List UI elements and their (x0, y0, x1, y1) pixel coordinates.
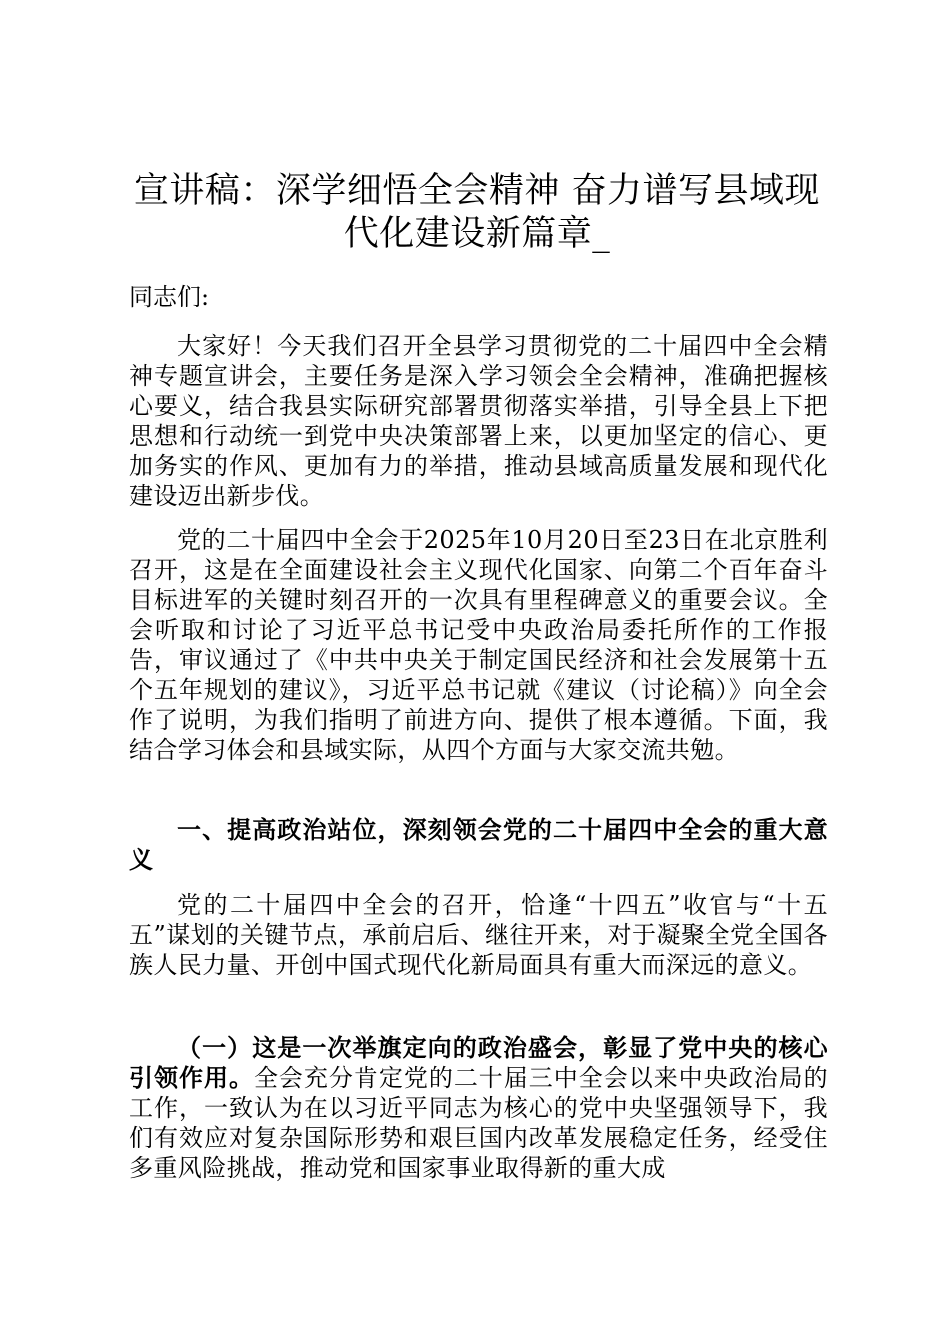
greeting: 同志们: (129, 283, 210, 311)
section-heading-1: 一、提高政治站位，深刻领会党的二十届四中全会的重大意义 (129, 815, 828, 874)
subsection-lead: （一）这是一次举旗定向的政治盛会，彰显了党中央的核心引领作用。 (129, 1033, 828, 1092)
paragraph-intro: 大家好！今天我们召开全县学习贯彻党的二十届四中全会精神专题宣讲会，主要任务是深入学习领会全会精神，准确把握核心要义，结合我县实际研究部署贯彻落实举措，引导全县上下把思想和行动统一到党中央决策部署上来，以更加坚定的信心、更加务实的作风、更加有力的举措，推动县域高质量发展和现代化建设迈出新步伐。 (129, 332, 828, 510)
subsection-body: 全会充分肯定党的二十届三中全会以来中央政治局的工作，一致认为在以习近平同志为核心的党中央坚强领导下，我们有效应对复杂国际形势和艰巨国内改革发展稳定任务，经受住多重风险挑战，推动党和国家事业取得新的重大成 (129, 1064, 829, 1182)
paragraph-plenum-overview: 党的二十届四中全会于2025年10月20日至23日在北京胜利召开，这是在全面建设社会主义现代化国家、向第二个百年奋斗目标进军的关键时刻召开的一次具有里程碑意义的重要会议。全会听取和讨论了习近平总书记受中央政治局委托所作的工作报告，审议通过了《中共中央关于制定国民经济和社会发展第十五个五年规划的建议》，习近平总书记就《建议（讨论稿）》向全会作了说明，为我们指明了前进方向、提供了根本遵循。下面，我结合学习体会和县域实际，从四个方面与大家交流共勉。 (129, 526, 828, 764)
paragraph-subsection-1 (129, 1033, 828, 1183)
document-title: 宣讲稿：深学细悟全会精神 奋力谱写县域现代化建设新篇章_ (133, 171, 821, 254)
paragraph-significance: 党的二十届四中全会的召开，恰逢“十四五”收官与“十五五”谋划的关键节点，承前启后、继往开来，对于凝聚全党全国各族人民力量、开创中国式现代化新局面具有重大而深远的意义。 (129, 891, 828, 979)
